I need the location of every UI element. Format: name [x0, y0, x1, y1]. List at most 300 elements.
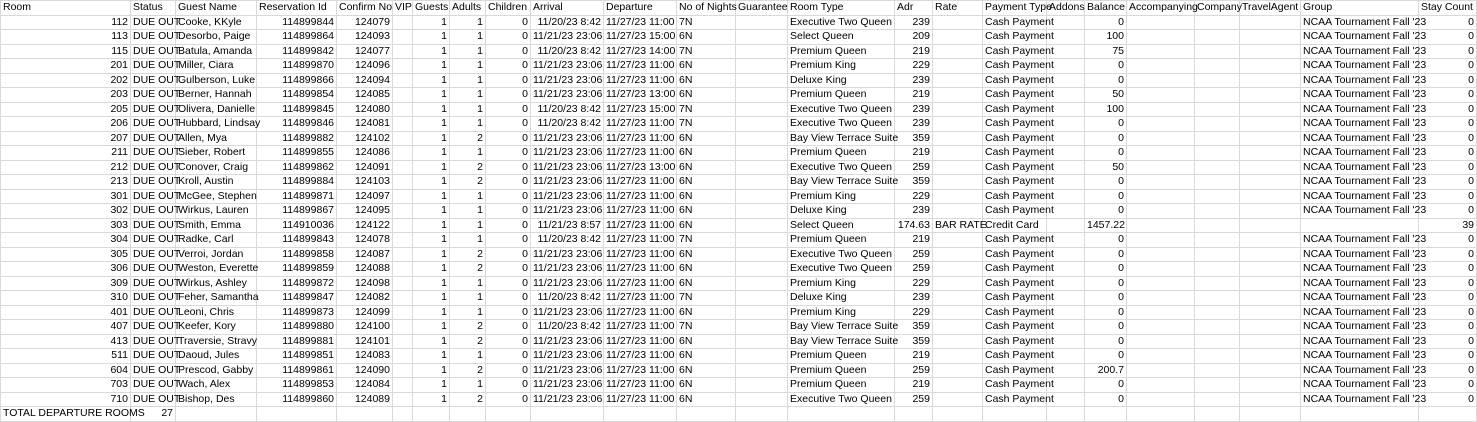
cell-company[interactable] — [1195, 175, 1240, 190]
cell-status[interactable]: DUE OUT — [131, 378, 176, 393]
cell-group[interactable]: NCAA Tournament Fall '23 — [1301, 73, 1419, 88]
cell-company[interactable] — [1195, 363, 1240, 378]
cell-arrival[interactable]: 11/20/23 8:42 — [531, 15, 604, 30]
cell-arrival[interactable]: 11/21/23 23:06 — [531, 204, 604, 219]
cell-departure[interactable]: 11/27/23 11:00 — [604, 59, 677, 74]
cell-room-type[interactable]: Premium King — [788, 305, 895, 320]
cell-children[interactable]: 0 — [486, 204, 531, 219]
cell-guarantee[interactable] — [736, 262, 788, 277]
cell-vip[interactable] — [393, 88, 413, 103]
cell-guarantee[interactable] — [736, 73, 788, 88]
cell-adults[interactable]: 1 — [450, 73, 486, 88]
cell-travel-agent[interactable] — [1240, 102, 1301, 117]
cell-adr[interactable]: 259 — [895, 262, 933, 277]
cell-no-of-nights[interactable]: 6N — [677, 378, 736, 393]
cell-vip[interactable] — [393, 305, 413, 320]
cell-balance[interactable]: 0 — [1085, 59, 1127, 74]
cell-payment-type[interactable]: Cash Payment — [983, 276, 1047, 291]
cell-departure[interactable]: 11/27/23 13:00 — [604, 88, 677, 103]
cell-adults[interactable]: 2 — [450, 160, 486, 175]
cell-guests[interactable]: 1 — [413, 233, 450, 248]
cell-accompanying[interactable] — [1127, 204, 1195, 219]
cell-rate[interactable]: BAR RATE — [933, 218, 983, 233]
cell-adr[interactable]: 219 — [895, 88, 933, 103]
cell-stay-count[interactable]: 0 — [1419, 305, 1477, 320]
cell-stay-count[interactable]: 0 — [1419, 247, 1477, 262]
cell-guests[interactable]: 1 — [413, 392, 450, 407]
cell-vip[interactable] — [393, 276, 413, 291]
cell-guests[interactable]: 1 — [413, 378, 450, 393]
cell-payment-type[interactable]: Cash Payment — [983, 363, 1047, 378]
cell-room[interactable]: 710 — [1, 392, 131, 407]
cell-room-type[interactable]: Premium Queen — [788, 378, 895, 393]
cell-children[interactable]: 0 — [486, 59, 531, 74]
cell-adr[interactable]: 209 — [895, 30, 933, 45]
cell-departure[interactable]: 11/27/23 11:00 — [604, 291, 677, 306]
cell-stay-count[interactable]: 0 — [1419, 175, 1477, 190]
cell-arrival[interactable]: 11/21/23 23:06 — [531, 349, 604, 364]
cell-rate[interactable] — [933, 334, 983, 349]
cell-children[interactable]: 0 — [486, 146, 531, 161]
cell-room[interactable]: 112 — [1, 15, 131, 30]
cell-reservation-id[interactable]: 114899866 — [257, 73, 337, 88]
cell-travel-agent[interactable] — [1240, 334, 1301, 349]
cell-confirm-no[interactable]: 124098 — [337, 276, 393, 291]
cell-no-of-nights[interactable]: 7N — [677, 15, 736, 30]
cell-guest-name[interactable]: Conover, Craig — [176, 160, 257, 175]
cell-guest-name[interactable]: Kroll, Austin — [176, 175, 257, 190]
cell-travel-agent[interactable] — [1240, 146, 1301, 161]
empty-cell[interactable] — [1127, 407, 1195, 422]
cell-departure[interactable]: 11/27/23 11:00 — [604, 146, 677, 161]
cell-accompanying[interactable] — [1127, 233, 1195, 248]
cell-guarantee[interactable] — [736, 189, 788, 204]
cell-payment-type[interactable]: Cash Payment — [983, 204, 1047, 219]
cell-confirm-no[interactable]: 124097 — [337, 189, 393, 204]
cell-stay-count[interactable]: 39 — [1419, 218, 1477, 233]
cell-group[interactable]: NCAA Tournament Fall '23 — [1301, 378, 1419, 393]
cell-arrival[interactable]: 11/21/23 23:06 — [531, 131, 604, 146]
cell-balance[interactable]: 0 — [1085, 262, 1127, 277]
cell-no-of-nights[interactable]: 7N — [677, 233, 736, 248]
cell-no-of-nights[interactable]: 6N — [677, 175, 736, 190]
cell-no-of-nights[interactable]: 6N — [677, 276, 736, 291]
cell-vip[interactable] — [393, 30, 413, 45]
cell-payment-type[interactable]: Cash Payment — [983, 392, 1047, 407]
cell-balance[interactable]: 100 — [1085, 102, 1127, 117]
cell-travel-agent[interactable] — [1240, 363, 1301, 378]
cell-arrival[interactable]: 11/21/23 23:06 — [531, 160, 604, 175]
cell-stay-count[interactable]: 0 — [1419, 392, 1477, 407]
cell-group[interactable]: NCAA Tournament Fall '23 — [1301, 204, 1419, 219]
cell-confirm-no[interactable]: 124083 — [337, 349, 393, 364]
cell-payment-type[interactable]: Credit Card — [983, 218, 1047, 233]
cell-vip[interactable] — [393, 204, 413, 219]
cell-travel-agent[interactable] — [1240, 117, 1301, 132]
cell-confirm-no[interactable]: 124102 — [337, 131, 393, 146]
cell-guest-name[interactable]: Desorbo, Paige — [176, 30, 257, 45]
empty-cell[interactable] — [413, 407, 450, 422]
cell-no-of-nights[interactable]: 6N — [677, 189, 736, 204]
cell-payment-type[interactable]: Cash Payment — [983, 88, 1047, 103]
cell-reservation-id[interactable]: 114899861 — [257, 363, 337, 378]
cell-vip[interactable] — [393, 233, 413, 248]
cell-accompanying[interactable] — [1127, 392, 1195, 407]
cell-guests[interactable]: 1 — [413, 88, 450, 103]
cell-adr[interactable]: 259 — [895, 363, 933, 378]
cell-room[interactable]: 301 — [1, 189, 131, 204]
cell-adr[interactable]: 239 — [895, 73, 933, 88]
cell-confirm-no[interactable]: 124085 — [337, 88, 393, 103]
cell-room[interactable]: 203 — [1, 88, 131, 103]
cell-adults[interactable]: 1 — [450, 30, 486, 45]
cell-travel-agent[interactable] — [1240, 15, 1301, 30]
cell-guest-name[interactable]: Wirkus, Lauren — [176, 204, 257, 219]
cell-rate[interactable] — [933, 73, 983, 88]
cell-balance[interactable]: 50 — [1085, 160, 1127, 175]
cell-balance[interactable]: 0 — [1085, 247, 1127, 262]
cell-children[interactable]: 0 — [486, 276, 531, 291]
cell-departure[interactable]: 11/27/23 11:00 — [604, 334, 677, 349]
cell-vip[interactable] — [393, 189, 413, 204]
cell-room[interactable]: 212 — [1, 160, 131, 175]
cell-arrival[interactable]: 11/20/23 8:42 — [531, 320, 604, 335]
cell-departure[interactable]: 11/27/23 11:00 — [604, 363, 677, 378]
cell-room[interactable]: 401 — [1, 305, 131, 320]
cell-guest-name[interactable]: Wirkus, Ashley — [176, 276, 257, 291]
cell-no-of-nights[interactable]: 6N — [677, 59, 736, 74]
cell-status[interactable]: DUE OUT — [131, 59, 176, 74]
cell-room[interactable]: 205 — [1, 102, 131, 117]
cell-stay-count[interactable]: 0 — [1419, 204, 1477, 219]
cell-reservation-id[interactable]: 114899871 — [257, 189, 337, 204]
cell-confirm-no[interactable]: 124094 — [337, 73, 393, 88]
cell-vip[interactable] — [393, 117, 413, 132]
cell-room-type[interactable]: Premium Queen — [788, 363, 895, 378]
cell-accompanying[interactable] — [1127, 247, 1195, 262]
cell-confirm-no[interactable]: 124095 — [337, 204, 393, 219]
cell-accompanying[interactable] — [1127, 189, 1195, 204]
cell-children[interactable]: 0 — [486, 363, 531, 378]
cell-guest-name[interactable]: Smith, Emma — [176, 218, 257, 233]
cell-balance[interactable]: 0 — [1085, 291, 1127, 306]
cell-group[interactable]: NCAA Tournament Fall '23 — [1301, 30, 1419, 45]
cell-confirm-no[interactable]: 124096 — [337, 59, 393, 74]
cell-no-of-nights[interactable]: 7N — [677, 291, 736, 306]
cell-guarantee[interactable] — [736, 218, 788, 233]
cell-balance[interactable]: 0 — [1085, 146, 1127, 161]
cell-balance[interactable]: 0 — [1085, 117, 1127, 132]
cell-rate[interactable] — [933, 349, 983, 364]
cell-adults[interactable]: 1 — [450, 59, 486, 74]
cell-reservation-id[interactable]: 114899881 — [257, 334, 337, 349]
cell-guarantee[interactable] — [736, 349, 788, 364]
cell-reservation-id[interactable]: 114899846 — [257, 117, 337, 132]
cell-guests[interactable]: 1 — [413, 73, 450, 88]
cell-vip[interactable] — [393, 218, 413, 233]
cell-rate[interactable] — [933, 59, 983, 74]
cell-vip[interactable] — [393, 291, 413, 306]
cell-stay-count[interactable]: 0 — [1419, 15, 1477, 30]
cell-adr[interactable]: 259 — [895, 160, 933, 175]
cell-guarantee[interactable] — [736, 276, 788, 291]
cell-balance[interactable]: 0 — [1085, 334, 1127, 349]
cell-adults[interactable]: 2 — [450, 363, 486, 378]
cell-arrival[interactable]: 11/21/23 23:06 — [531, 30, 604, 45]
cell-group[interactable]: NCAA Tournament Fall '23 — [1301, 146, 1419, 161]
cell-arrival[interactable]: 11/21/23 23:06 — [531, 392, 604, 407]
cell-room-type[interactable]: Premium Queen — [788, 146, 895, 161]
cell-vip[interactable] — [393, 44, 413, 59]
cell-company[interactable] — [1195, 146, 1240, 161]
cell-guest-name[interactable]: Feher, Samantha — [176, 291, 257, 306]
cell-balance[interactable]: 200.7 — [1085, 363, 1127, 378]
cell-company[interactable] — [1195, 392, 1240, 407]
cell-children[interactable]: 0 — [486, 117, 531, 132]
cell-no-of-nights[interactable]: 7N — [677, 117, 736, 132]
cell-room-type[interactable]: Bay View Terrace Suite — [788, 131, 895, 146]
cell-group[interactable]: NCAA Tournament Fall '23 — [1301, 334, 1419, 349]
cell-balance[interactable]: 50 — [1085, 88, 1127, 103]
cell-children[interactable]: 0 — [486, 30, 531, 45]
cell-payment-type[interactable]: Cash Payment — [983, 146, 1047, 161]
cell-guests[interactable]: 1 — [413, 175, 450, 190]
cell-confirm-no[interactable]: 124101 — [337, 334, 393, 349]
empty-cell[interactable] — [450, 407, 486, 422]
cell-rate[interactable] — [933, 117, 983, 132]
cell-vip[interactable] — [393, 392, 413, 407]
empty-cell[interactable] — [1195, 407, 1240, 422]
cell-confirm-no[interactable]: 124090 — [337, 363, 393, 378]
cell-confirm-no[interactable]: 124099 — [337, 305, 393, 320]
cell-status[interactable]: DUE OUT — [131, 320, 176, 335]
cell-adults[interactable]: 2 — [450, 334, 486, 349]
cell-room[interactable]: 309 — [1, 276, 131, 291]
cell-no-of-nights[interactable]: 7N — [677, 320, 736, 335]
cell-room-type[interactable]: Premium Queen — [788, 349, 895, 364]
header-room-type[interactable]: Room Type — [788, 1, 895, 16]
cell-confirm-no[interactable]: 124079 — [337, 15, 393, 30]
cell-company[interactable] — [1195, 334, 1240, 349]
cell-reservation-id[interactable]: 114899872 — [257, 276, 337, 291]
cell-guarantee[interactable] — [736, 204, 788, 219]
cell-status[interactable]: DUE OUT — [131, 276, 176, 291]
cell-no-of-nights[interactable]: 6N — [677, 73, 736, 88]
cell-no-of-nights[interactable]: 6N — [677, 247, 736, 262]
cell-company[interactable] — [1195, 44, 1240, 59]
cell-stay-count[interactable]: 0 — [1419, 73, 1477, 88]
cell-stay-count[interactable]: 0 — [1419, 378, 1477, 393]
cell-balance[interactable]: 0 — [1085, 15, 1127, 30]
cell-accompanying[interactable] — [1127, 15, 1195, 30]
cell-children[interactable]: 0 — [486, 160, 531, 175]
cell-no-of-nights[interactable]: 6N — [677, 349, 736, 364]
cell-guests[interactable]: 1 — [413, 146, 450, 161]
cell-room[interactable]: 407 — [1, 320, 131, 335]
cell-arrival[interactable]: 11/21/23 23:06 — [531, 378, 604, 393]
cell-guests[interactable]: 1 — [413, 334, 450, 349]
cell-company[interactable] — [1195, 15, 1240, 30]
cell-travel-agent[interactable] — [1240, 131, 1301, 146]
cell-status[interactable]: DUE OUT — [131, 160, 176, 175]
cell-guest-name[interactable]: Hubbard, Lindsay — [176, 117, 257, 132]
cell-arrival[interactable]: 11/21/23 23:06 — [531, 175, 604, 190]
cell-departure[interactable]: 11/27/23 11:00 — [604, 189, 677, 204]
cell-reservation-id[interactable]: 114910036 — [257, 218, 337, 233]
header-confirm-no[interactable]: Confirm No — [337, 1, 393, 16]
cell-accompanying[interactable] — [1127, 59, 1195, 74]
cell-room-type[interactable]: Executive Two Queen — [788, 160, 895, 175]
cell-confirm-no[interactable]: 124091 — [337, 160, 393, 175]
cell-balance[interactable]: 0 — [1085, 276, 1127, 291]
cell-guarantee[interactable] — [736, 233, 788, 248]
cell-rate[interactable] — [933, 131, 983, 146]
cell-confirm-no[interactable]: 124089 — [337, 392, 393, 407]
cell-departure[interactable]: 11/27/23 11:00 — [604, 276, 677, 291]
cell-vip[interactable] — [393, 175, 413, 190]
cell-adr[interactable]: 219 — [895, 349, 933, 364]
cell-status[interactable]: DUE OUT — [131, 305, 176, 320]
cell-children[interactable]: 0 — [486, 233, 531, 248]
cell-rate[interactable] — [933, 88, 983, 103]
cell-payment-type[interactable]: Cash Payment — [983, 117, 1047, 132]
cell-room-type[interactable]: Executive Two Queen — [788, 102, 895, 117]
cell-travel-agent[interactable] — [1240, 30, 1301, 45]
cell-group[interactable]: NCAA Tournament Fall '23 — [1301, 44, 1419, 59]
cell-no-of-nights[interactable]: 7N — [677, 44, 736, 59]
cell-guests[interactable]: 1 — [413, 247, 450, 262]
cell-company[interactable] — [1195, 349, 1240, 364]
cell-vip[interactable] — [393, 262, 413, 277]
cell-adr[interactable]: 229 — [895, 189, 933, 204]
cell-payment-type[interactable]: Cash Payment — [983, 233, 1047, 248]
cell-company[interactable] — [1195, 291, 1240, 306]
cell-company[interactable] — [1195, 378, 1240, 393]
cell-stay-count[interactable]: 0 — [1419, 146, 1477, 161]
cell-accompanying[interactable] — [1127, 378, 1195, 393]
cell-no-of-nights[interactable]: 6N — [677, 146, 736, 161]
cell-room[interactable]: 511 — [1, 349, 131, 364]
cell-company[interactable] — [1195, 131, 1240, 146]
cell-arrival[interactable]: 11/21/23 23:06 — [531, 88, 604, 103]
cell-room-type[interactable]: Executive Two Queen — [788, 15, 895, 30]
header-guest-name[interactable]: Guest Name — [176, 1, 257, 16]
cell-balance[interactable]: 0 — [1085, 349, 1127, 364]
cell-guarantee[interactable] — [736, 131, 788, 146]
cell-reservation-id[interactable]: 114899859 — [257, 262, 337, 277]
cell-guests[interactable]: 1 — [413, 291, 450, 306]
cell-arrival[interactable]: 11/20/23 8:42 — [531, 117, 604, 132]
header-payment-type[interactable]: Payment Type — [983, 1, 1047, 16]
cell-payment-type[interactable]: Cash Payment — [983, 131, 1047, 146]
cell-guest-name[interactable]: Daoud, Jules — [176, 349, 257, 364]
cell-vip[interactable] — [393, 131, 413, 146]
cell-departure[interactable]: 11/27/23 15:00 — [604, 30, 677, 45]
cell-reservation-id[interactable]: 114899845 — [257, 102, 337, 117]
cell-balance[interactable]: 0 — [1085, 189, 1127, 204]
cell-reservation-id[interactable]: 114899884 — [257, 175, 337, 190]
cell-status[interactable]: DUE OUT — [131, 218, 176, 233]
cell-no-of-nights[interactable]: 6N — [677, 88, 736, 103]
cell-reservation-id[interactable]: 114899858 — [257, 247, 337, 262]
cell-adults[interactable]: 1 — [450, 102, 486, 117]
cell-guarantee[interactable] — [736, 44, 788, 59]
cell-rate[interactable] — [933, 392, 983, 407]
cell-children[interactable]: 0 — [486, 334, 531, 349]
cell-travel-agent[interactable] — [1240, 59, 1301, 74]
cell-adr[interactable]: 259 — [895, 392, 933, 407]
cell-company[interactable] — [1195, 160, 1240, 175]
header-rate[interactable]: Rate — [933, 1, 983, 16]
cell-rate[interactable] — [933, 44, 983, 59]
cell-departure[interactable]: 11/27/23 11:00 — [604, 73, 677, 88]
cell-room-type[interactable]: Deluxe King — [788, 204, 895, 219]
cell-rate[interactable] — [933, 204, 983, 219]
cell-adr[interactable]: 229 — [895, 59, 933, 74]
empty-cell[interactable] — [677, 407, 736, 422]
cell-company[interactable] — [1195, 262, 1240, 277]
cell-vip[interactable] — [393, 102, 413, 117]
cell-arrival[interactable]: 11/21/23 23:06 — [531, 146, 604, 161]
cell-room[interactable]: 302 — [1, 204, 131, 219]
cell-adr[interactable]: 239 — [895, 102, 933, 117]
cell-adr[interactable]: 219 — [895, 378, 933, 393]
cell-reservation-id[interactable]: 114899854 — [257, 88, 337, 103]
cell-adults[interactable]: 2 — [450, 320, 486, 335]
cell-guarantee[interactable] — [736, 334, 788, 349]
cell-confirm-no[interactable]: 124122 — [337, 218, 393, 233]
cell-room[interactable]: 413 — [1, 334, 131, 349]
cell-status[interactable]: DUE OUT — [131, 349, 176, 364]
cell-balance[interactable]: 0 — [1085, 233, 1127, 248]
cell-group[interactable]: NCAA Tournament Fall '23 — [1301, 305, 1419, 320]
cell-guest-name[interactable]: Batula, Amanda — [176, 44, 257, 59]
cell-adr[interactable]: 359 — [895, 131, 933, 146]
cell-payment-type[interactable]: Cash Payment — [983, 59, 1047, 74]
cell-arrival[interactable]: 11/21/23 23:06 — [531, 276, 604, 291]
cell-payment-type[interactable]: Cash Payment — [983, 247, 1047, 262]
empty-cell[interactable] — [176, 407, 257, 422]
cell-guarantee[interactable] — [736, 117, 788, 132]
cell-guest-name[interactable]: Keefer, Kory — [176, 320, 257, 335]
cell-rate[interactable] — [933, 233, 983, 248]
empty-cell[interactable] — [1301, 407, 1419, 422]
cell-accompanying[interactable] — [1127, 349, 1195, 364]
cell-vip[interactable] — [393, 320, 413, 335]
cell-travel-agent[interactable] — [1240, 276, 1301, 291]
header-status[interactable]: Status — [131, 1, 176, 16]
cell-guarantee[interactable] — [736, 88, 788, 103]
cell-status[interactable]: DUE OUT — [131, 392, 176, 407]
cell-children[interactable]: 0 — [486, 392, 531, 407]
cell-status[interactable]: DUE OUT — [131, 102, 176, 117]
cell-adr[interactable]: 229 — [895, 276, 933, 291]
cell-children[interactable]: 0 — [486, 247, 531, 262]
cell-guests[interactable]: 1 — [413, 204, 450, 219]
cell-status[interactable]: DUE OUT — [131, 291, 176, 306]
cell-company[interactable] — [1195, 73, 1240, 88]
header-addons[interactable]: Addons — [1047, 1, 1085, 16]
cell-rate[interactable] — [933, 160, 983, 175]
cell-payment-type[interactable]: Cash Payment — [983, 349, 1047, 364]
cell-room[interactable]: 201 — [1, 59, 131, 74]
cell-company[interactable] — [1195, 88, 1240, 103]
cell-adults[interactable]: 1 — [450, 88, 486, 103]
cell-room-type[interactable]: Premium King — [788, 189, 895, 204]
cell-arrival[interactable]: 11/21/23 23:06 — [531, 59, 604, 74]
cell-status[interactable]: DUE OUT — [131, 334, 176, 349]
cell-room[interactable]: 304 — [1, 233, 131, 248]
